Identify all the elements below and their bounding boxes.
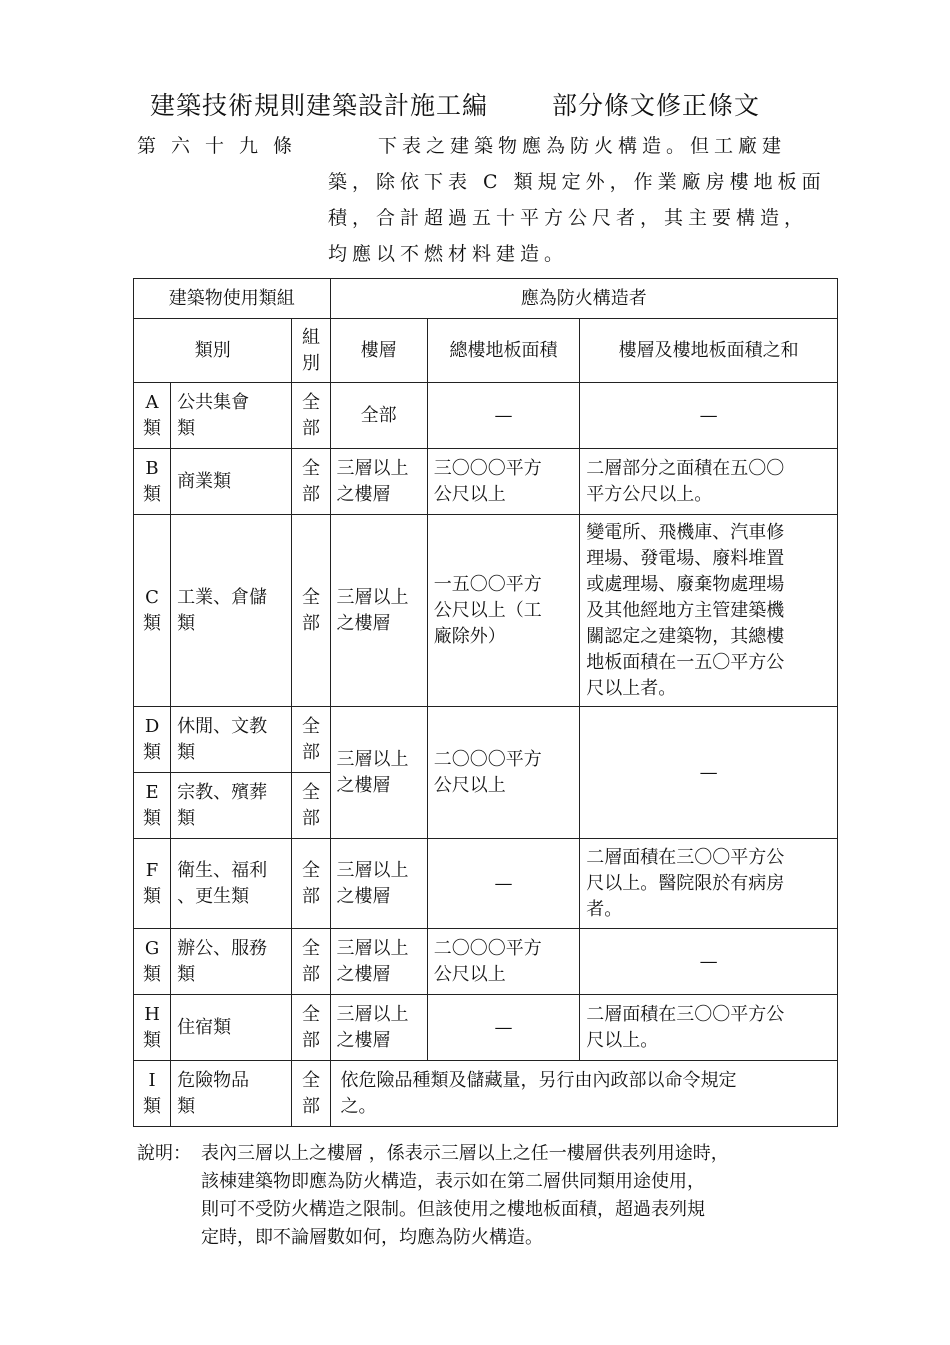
table-row [134, 707, 838, 773]
category-group: 全 部 [292, 929, 330, 995]
floor-cell: 三層以上 之樓層 [330, 995, 427, 1061]
total-area-cell: 三〇〇〇平方 公尺以上 [427, 449, 579, 515]
fireproof-requirements-table [133, 278, 838, 1127]
article-line-2: 築，除依下表 C 類規定外，作業廠房樓地板面 [328, 171, 826, 193]
area-sum-cell: — [580, 707, 838, 839]
table-row [134, 449, 838, 515]
article-line-3: 積，合計超過五十平方公尺者，其主要構造， [328, 207, 809, 229]
category-name: 危險物品 類 [171, 1061, 292, 1127]
category-name: 衛生、福利 、更生類 [171, 839, 292, 929]
area-sum-cell: 變電所、飛機庫、汽車修 理場、發電場、廢料堆置 或處理場、廢棄物處理場 及其他經地方主管建築機 關認定之建築物，其總樓 地板面積在一五〇平方公 尺以上者。 [580, 515, 838, 707]
article-number: 第六十九條 [137, 135, 308, 157]
category-code: A 類 [134, 383, 171, 449]
category-group: 全 部 [292, 1061, 330, 1127]
category-code: B 類 [134, 449, 171, 515]
category-group: 全 部 [292, 449, 330, 515]
floor-cell: 全部 [330, 383, 427, 449]
category-group: 全 部 [292, 995, 330, 1061]
category-group: 全 部 [292, 707, 330, 773]
table-row [134, 383, 838, 449]
note-text [201, 1140, 837, 1252]
note-line-3: 則可不受防火構造之限制。但該使用之樓地板面積，超過表列規 [201, 1199, 705, 1220]
category-code: F 類 [134, 839, 171, 929]
note-label: 說明： [137, 1143, 191, 1164]
floor-cell: 三層以上 之樓層 [330, 839, 427, 929]
table-row [134, 839, 838, 929]
note-line-4: 定時，即不論層數如何，均應為防火構造。 [201, 1227, 543, 1248]
table-row [134, 515, 838, 707]
category-code: H 類 [134, 995, 171, 1061]
total-area-cell: — [427, 383, 579, 449]
merged-requirement-cell: 依危險品種類及儲藏量，另行由內政部以命令規定 之。 [330, 1061, 837, 1127]
category-group: 全 部 [292, 515, 330, 707]
category-code: D 類 [134, 707, 171, 773]
explanatory-note [137, 1140, 837, 1252]
header-fireproof: 應為防火構造者 [330, 279, 837, 319]
category-name: 商業類 [171, 449, 292, 515]
area-sum-cell: 二層部分之面積在五〇〇 平方公尺以上。 [580, 449, 838, 515]
category-name: 工業、倉儲 類 [171, 515, 292, 707]
category-name: 辦公、服務 類 [171, 929, 292, 995]
category-name: 公共集會 類 [171, 383, 292, 449]
category-code: I 類 [134, 1061, 171, 1127]
table-header-row-1 [134, 279, 838, 319]
area-sum-cell: 二層面積在三〇〇平方公 尺以上。 [580, 995, 838, 1061]
table-row [134, 1061, 838, 1127]
category-code: C 類 [134, 515, 171, 707]
area-sum-cell: — [580, 383, 838, 449]
note-line-1: 表內三層以上之樓層 ，係表示三層以上之任一樓層供表列用途時， [201, 1143, 729, 1164]
table-header-row-2 [134, 319, 838, 383]
floor-cell: 三層以上 之樓層 [330, 449, 427, 515]
floor-cell: 三層以上 之樓層 [330, 515, 427, 707]
total-area-cell: 二〇〇〇平方 公尺以上 [427, 707, 579, 839]
header-floor: 樓層 [330, 319, 427, 383]
title-part-2: 部分條文修正條文 [552, 91, 761, 120]
article-line-4: 均應以不燃材料建造。 [328, 243, 569, 265]
header-group: 組 別 [292, 319, 330, 383]
article-text [328, 128, 838, 272]
floor-cell: 三層以上 之樓層 [330, 707, 427, 839]
category-group: 全 部 [292, 773, 330, 839]
total-area-cell: 二〇〇〇平方 公尺以上 [427, 929, 579, 995]
category-name: 休閒、文教 類 [171, 707, 292, 773]
note-line-2: 該棟建築物即應為防火構造，表示如在第二層供同類用途使用， [201, 1171, 705, 1192]
article-line-1: 下表之建築物應為防火構造。但工廠建 [378, 135, 787, 157]
category-group: 全 部 [292, 839, 330, 929]
category-name: 宗教、殯葬 類 [171, 773, 292, 839]
table-row [134, 995, 838, 1061]
header-category: 類別 [134, 319, 292, 383]
category-code: G 類 [134, 929, 171, 995]
total-area-cell: — [427, 995, 579, 1061]
total-area-cell: — [427, 839, 579, 929]
document-title [150, 86, 850, 122]
category-group: 全 部 [292, 383, 330, 449]
category-name: 住宿類 [171, 995, 292, 1061]
header-total-area: 總樓地板面積 [427, 319, 579, 383]
area-sum-cell: — [580, 929, 838, 995]
category-code: E 類 [134, 773, 171, 839]
header-floor-area-sum: 樓層及樓地板面積之和 [580, 319, 838, 383]
floor-cell: 三層以上 之樓層 [330, 929, 427, 995]
area-sum-cell: 二層面積在三〇〇平方公 尺以上。醫院限於有病房 者。 [580, 839, 838, 929]
header-usage-group: 建築物使用類組 [134, 279, 331, 319]
total-area-cell: 一五〇〇平方 公尺以上（工 廠除外） [427, 515, 579, 707]
title-part-1: 建築技術規則建築設計施工編 [150, 91, 489, 120]
table-row [134, 929, 838, 995]
